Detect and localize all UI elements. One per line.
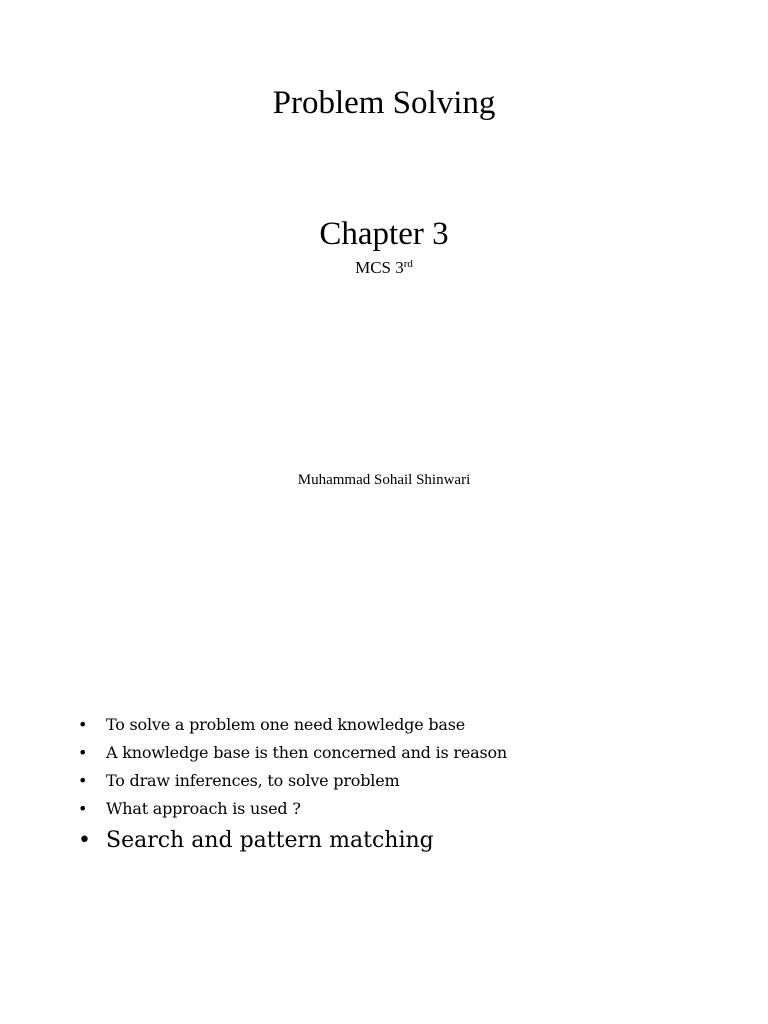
list-item (78, 821, 507, 861)
course-subtitle (0, 256, 768, 282)
list-item (78, 795, 507, 823)
chapter-heading: Chapter 3 (319, 216, 449, 252)
bullet-icon: • (78, 771, 88, 790)
list-item (78, 739, 507, 767)
list-item-text: A knowledge base is then concerned and is reason (106, 743, 508, 762)
bullet-list (78, 711, 507, 861)
course-subtitle-superscript: rd (403, 258, 413, 270)
bullet-icon: • (78, 799, 88, 818)
list-item-text: Search and pattern matching (106, 828, 434, 853)
list-item (78, 711, 507, 739)
course-subtitle-text: MCS 3 (355, 258, 404, 277)
list-item (78, 767, 507, 795)
page-title: Problem Solving (272, 85, 496, 121)
author-name: Muhammad Sohail Shinwari (297, 472, 471, 488)
list-item-text: What approach is used ? (106, 799, 301, 818)
bullet-icon: • (78, 715, 88, 734)
list-item-text: To draw inferences, to solve problem (106, 771, 400, 790)
list-item-text: To solve a problem one need knowledge base (106, 715, 466, 734)
bullet-icon: • (78, 743, 88, 762)
bullet-icon: • (78, 828, 91, 853)
